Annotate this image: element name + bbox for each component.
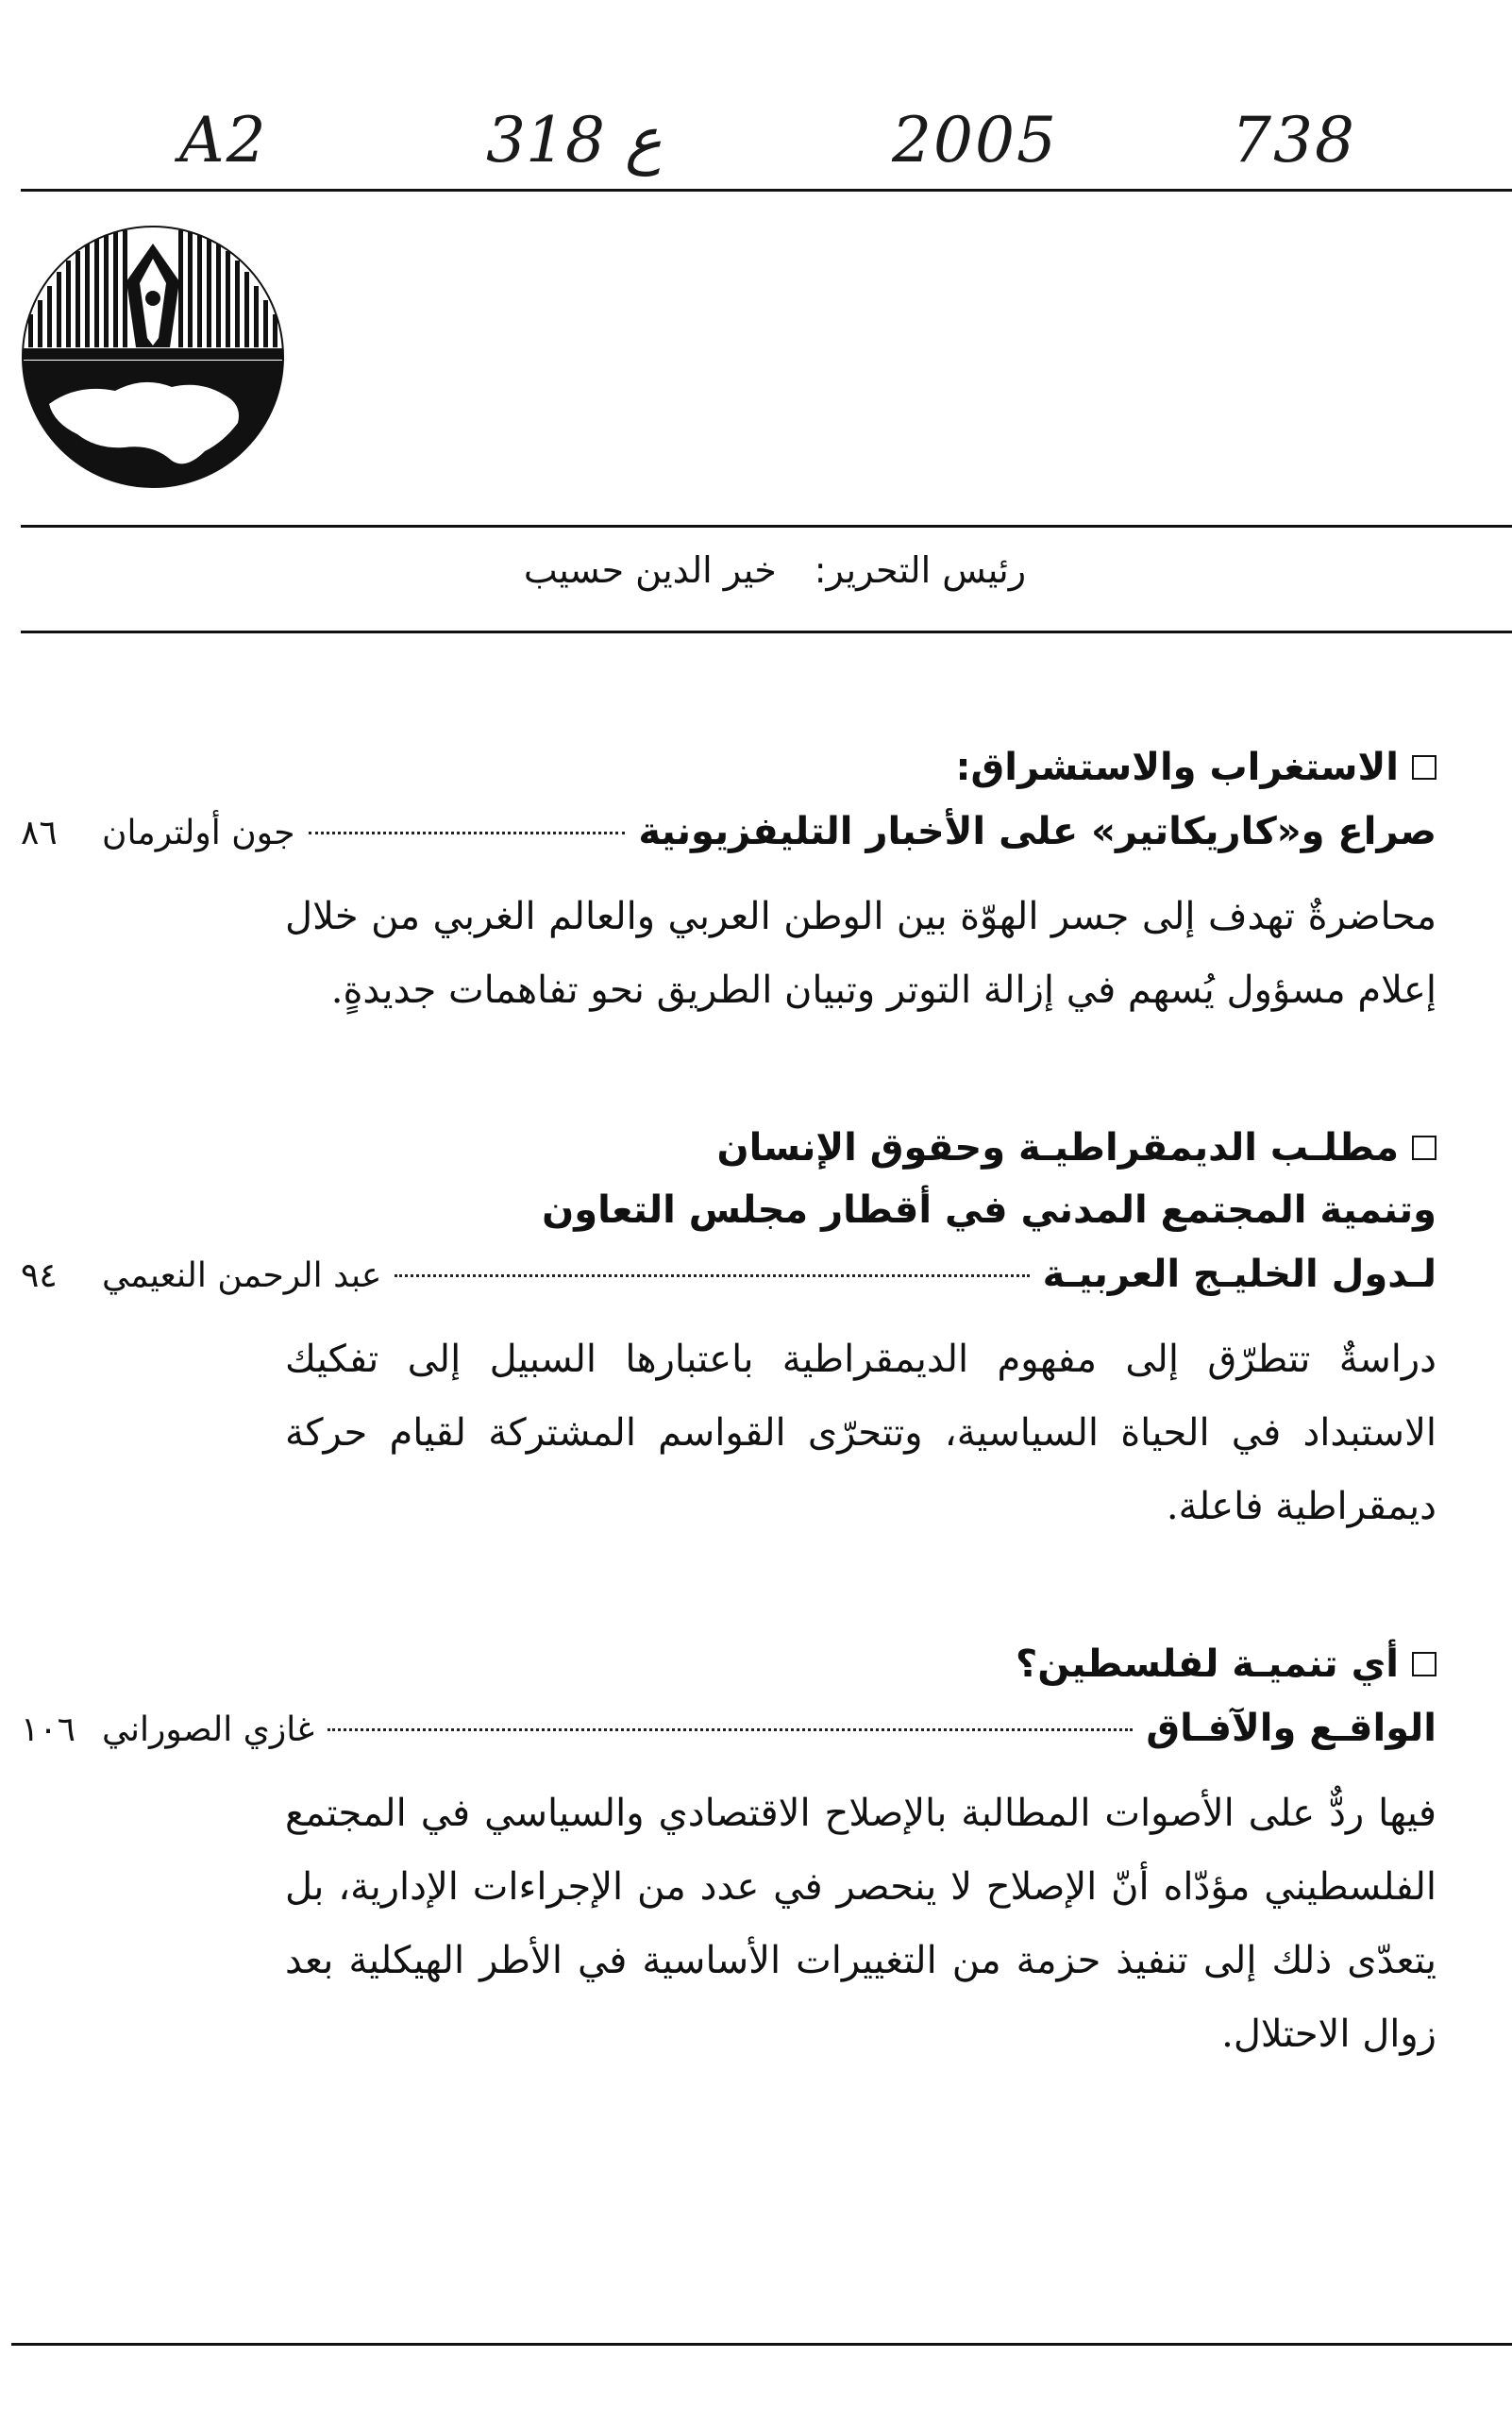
article-author: غازي الصوراني bbox=[102, 1710, 314, 1749]
leader-dots bbox=[328, 1728, 1133, 1731]
leader-dots bbox=[309, 832, 626, 834]
leader-dots bbox=[395, 1274, 1029, 1277]
handwritten-mark-1: A2 bbox=[179, 104, 268, 177]
toc-line bbox=[21, 1695, 1436, 1763]
top-rule bbox=[21, 189, 1512, 192]
toc-line bbox=[21, 799, 1436, 867]
article-description: دراسةٌ تتطرّق إلى مفهوم الديمقراطية باعتبارها السبيل إلى تفكيك الاستبداد في الحياة السياسية، وتتحرّى القواسم المشتركة لقيام حركة ديمقراطية فاعلة. bbox=[285, 1338, 1436, 1528]
article-list bbox=[21, 736, 1436, 2071]
article-section-title: أي تنميـة لفلسطين؟ bbox=[21, 1633, 1436, 1695]
article-1 bbox=[21, 736, 1436, 1027]
center-logo-icon bbox=[21, 225, 285, 489]
page-number: ٨٦ bbox=[21, 814, 58, 852]
article-title: صراع و«كاريكاتير» على الأخبار التليفزيونية bbox=[638, 810, 1436, 853]
editor-name: خير الدين حسيب bbox=[523, 549, 777, 591]
article-title-line: وتنمية المجتمع المدني في أقطار مجلس التعاون bbox=[542, 1188, 1436, 1232]
article-2 bbox=[21, 1117, 1436, 1543]
handwritten-mark-4: 738 bbox=[1232, 104, 1356, 177]
editor-label: رئيس التحرير: bbox=[814, 549, 1027, 591]
handwritten-mark-3: 2005 bbox=[892, 104, 1058, 177]
toc-line bbox=[21, 1241, 1436, 1309]
article-title: الواقـع والآفـاق bbox=[1146, 1707, 1436, 1750]
article-description: فيها ردٌّ على الأصوات المطالبة بالإصلاح الاقتصادي والسياسي في المجتمع الفلسطيني مؤدّاه أنّ الإصلاح لا ينحصر في عدد من الإجراءات الإدارية، بل يتعدّى ذلك إلى تنفيذ حزمة من التغييرات الأساسية في الأطر الهيكلية بعد زوال الاحتلال. bbox=[285, 1792, 1436, 2056]
checkbox-icon bbox=[1412, 1652, 1436, 1676]
article-section-title: مطلـب الديمقراطيـة وحقوق الإنسان bbox=[21, 1117, 1436, 1179]
checkbox-icon bbox=[1412, 755, 1436, 780]
article-3 bbox=[21, 1633, 1436, 2071]
article-title: لـدول الخليـج العربيـة bbox=[1042, 1253, 1436, 1296]
article-author: جون أولترمان bbox=[102, 814, 295, 852]
article-section-title: الاستغراب والاستشراق: bbox=[21, 736, 1436, 799]
masthead-rule-top bbox=[21, 525, 1512, 528]
bottom-rule bbox=[11, 2343, 1512, 2346]
masthead-rule-bottom bbox=[21, 631, 1512, 633]
article-description: محاضرةٌ تهدف إلى جسر الهوّة بين الوطن العربي والعالم الغربي من خلال إعلام مسؤول يُسهم في إزالة التوتر وتبيان الطريق نحو تفاهمات جديدةٍ. bbox=[285, 895, 1436, 1012]
editor-line bbox=[0, 549, 1512, 591]
page-number: ١٠٦ bbox=[21, 1710, 76, 1749]
handwritten-mark-2: 318 ع bbox=[486, 104, 663, 177]
article-author: عبد الرحمن النعيمي bbox=[102, 1256, 382, 1295]
page-number: ٩٤ bbox=[21, 1256, 58, 1295]
checkbox-icon bbox=[1412, 1136, 1436, 1160]
